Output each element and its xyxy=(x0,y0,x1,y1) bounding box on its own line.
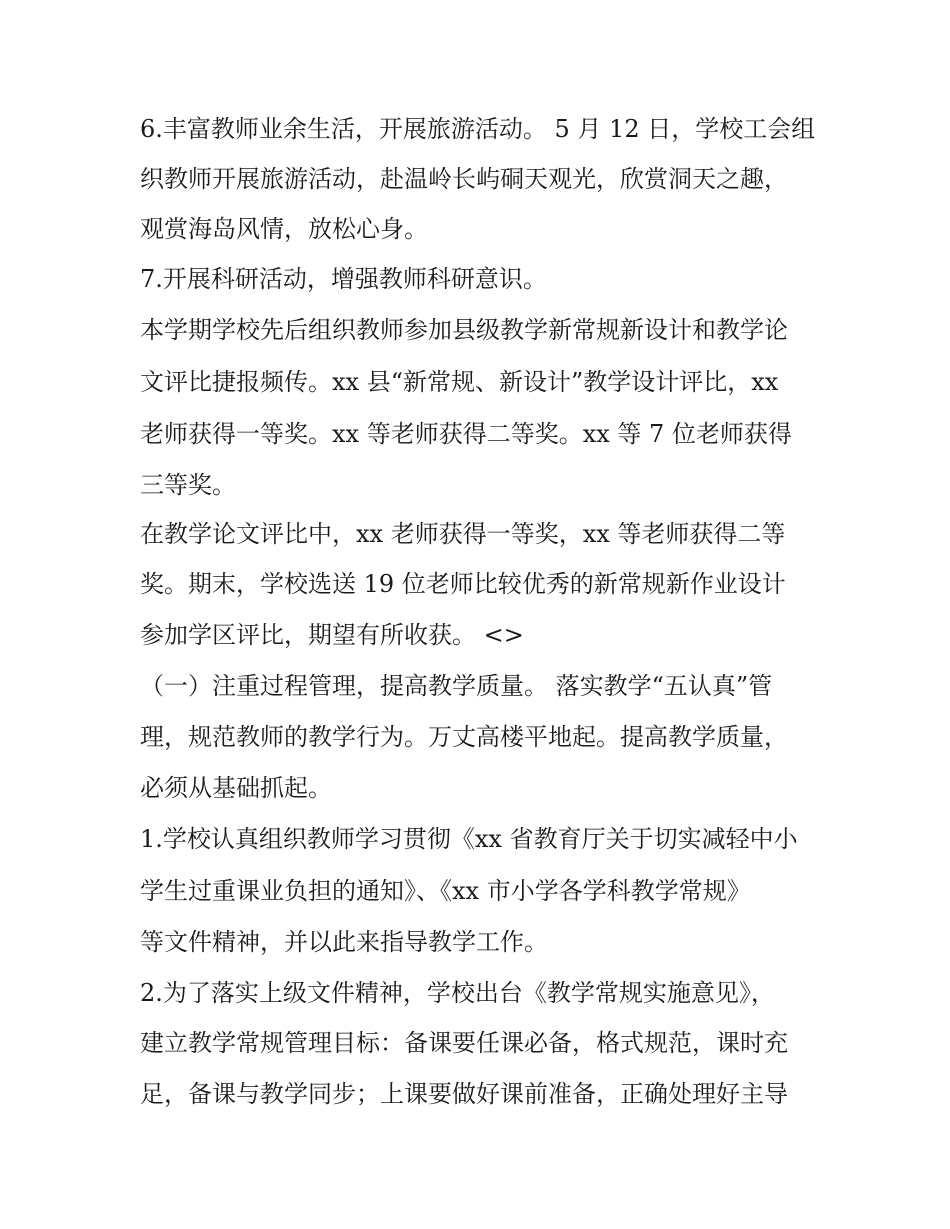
text-line: 参加学区评比，期望有所收获。 <> xyxy=(140,621,524,649)
text-line: 学生过重课业负担的通知》、《xx 市小学各学科教学常规》 xyxy=(140,877,751,905)
text-line: 7.开展科研活动，增强教师科研意识。 xyxy=(140,265,547,293)
text-line: 必须从基础抓起。 xyxy=(140,774,332,802)
text-line: 织教师开展旅游活动，赴温岭长屿硐天观光，欣赏洞天之趣， xyxy=(140,165,788,193)
text-line: 本学期学校先后组织教师参加县级教学新常规新设计和教学论 xyxy=(140,316,788,344)
text-line: 老师获得一等奖。xx 等老师获得二等奖。xx 等 7 位老师获得 xyxy=(140,420,792,448)
text-line: 等文件精神，并以此来指导教学工作。 xyxy=(140,928,548,956)
text-line: 三等奖。 xyxy=(140,471,236,499)
text-line: （一）注重过程管理，提高教学质量。 落实教学“五认真”管 xyxy=(140,672,773,700)
text-line: 观赏海岛风情，放松心身。 xyxy=(140,215,428,243)
text-line: 文评比捷报频传。xx 县“新常规、新设计”教学设计评比，xx xyxy=(140,368,779,396)
text-line: 2.为了落实上级文件精神，学校出台《教学常规实施意见》， xyxy=(140,979,775,1007)
text-line: 建立教学常规管理目标：备课要任课必备，格式规范，课时充 xyxy=(140,1029,788,1057)
text-line: 在教学论文评比中，xx 老师获得一等奖，xx 等老师获得二等 xyxy=(140,520,786,548)
text-line: 理，规范教师的教学行为。万丈高楼平地起。提高教学质量， xyxy=(140,723,788,751)
text-line: 足，备课与教学同步；上课要做好课前准备，正确处理好主导 xyxy=(140,1080,788,1108)
text-line: 6.丰富教师业余生活，开展旅游活动。 5 月 12 日，学校工会组 xyxy=(140,115,816,143)
text-line: 1.学校认真组织教师学习贯彻《xx 省教育厅关于切实减轻中小 xyxy=(140,825,798,853)
text-line: 奖。期末，学校选送 19 位老师比较优秀的新常规新作业设计 xyxy=(140,570,786,598)
